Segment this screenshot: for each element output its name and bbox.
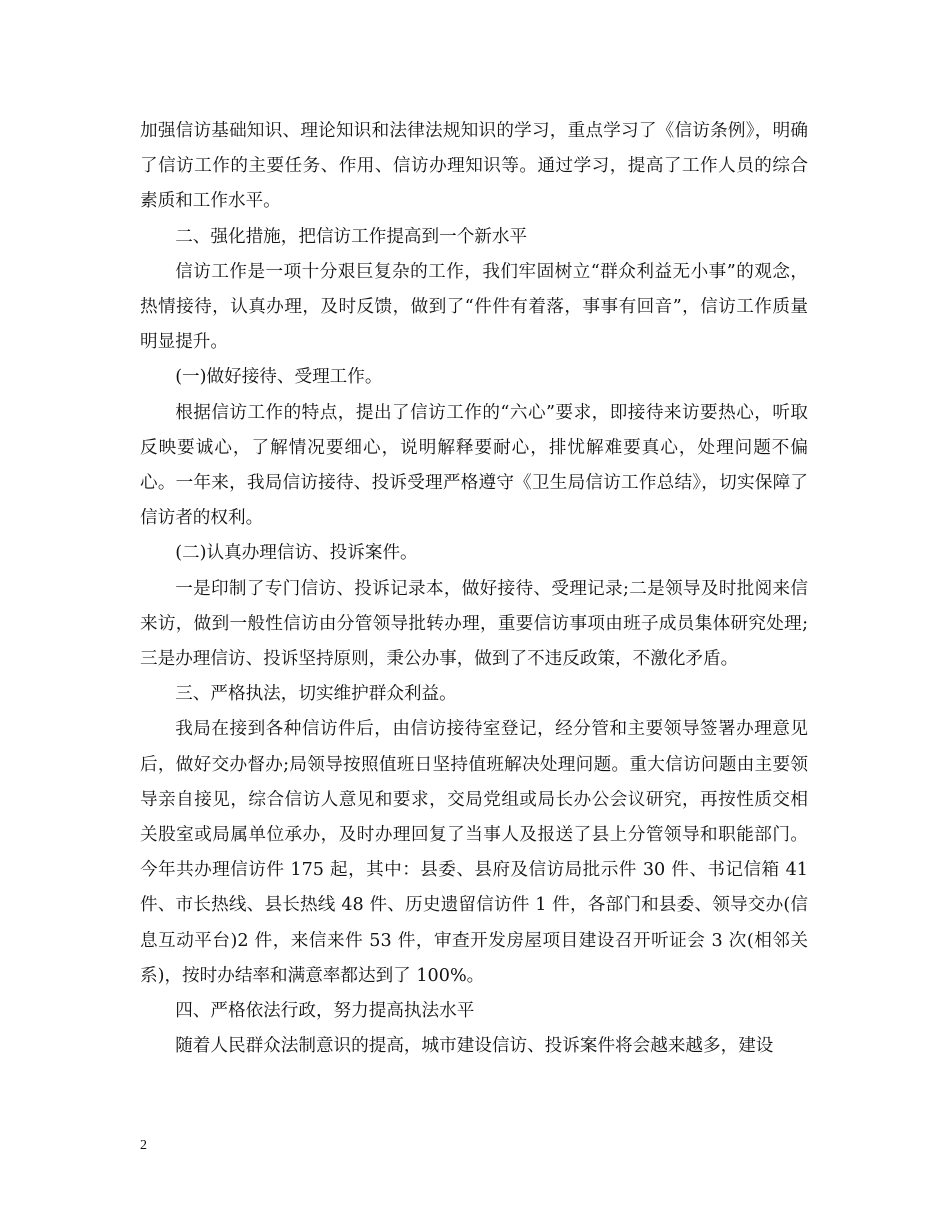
paragraph: 随着人民群众法制意识的提高，城市建设信访、投诉案件将会越来越多，建设 xyxy=(175,1036,774,1057)
subsection-heading: (一)做好接待、受理工作。 xyxy=(175,367,383,388)
body-text xyxy=(140,114,808,1064)
section-heading: 三、严格执法，切实维护群众利益。 xyxy=(175,684,457,705)
paragraph: 信访工作是一项十分艰巨复杂的工作，我们牢固树立“群众利益无小事”的观念，热情接待，认真办理，及时反馈，做到了“件件有着落，事事有回音”，信访工作质量明显提升。 xyxy=(140,261,808,353)
section-heading: 四、严格依法行政，努力提高执法水平 xyxy=(175,1001,475,1022)
paragraph: 一是印制了专门信访、投诉记录本，做好接待、受理记录;二是领导及时批阅来信来访，做到一般性信访由分管领导批转办理，重要信访事项由班子成员集体研究处理;三是办理信访、投诉坚持原则，秉公办事，做到了不违反政策，不激化矛盾。 xyxy=(140,578,808,670)
page-number: 2 xyxy=(140,1138,147,1153)
paragraph: 我局在接到各种信访件后，由信访接待室登记，经分管和主要领导签署办理意见后，做好交办督办;局领导按照值班日坚持值班解决处理问题。重大信访问题由主要领导亲自接见，综合信访人意见和要求，交局党组或局长办公会议研究，再按性质交相关股室或局属单位承办，及时办理回复了当事人及报送了县上分管领导和职能部门。今年共办理信访件 175 起，其中：县委、县府及信访局批示件 30 件、书记信箱 41 件、市长热线、县长热线 48 件、历史遗留信访件 1 件，各部门和县委、领导交办(信息互动平台)2 件，来信来件 53 件，审查开发房屋项目建设召开听证会 3 次(相邻关系)，按时办结率和满意率都达到了 100%。 xyxy=(140,719,808,986)
paragraph: 根据信访工作的特点，提出了信访工作的“六心”要求，即接待来访要热心，听取反映要诚心，了解情况要细心，说明解释要耐心，排忧解难要真心，处理问题不偏心。一年来，我局信访接待、投诉受理严格遵守《卫生局信访工作总结》，切实保障了信访者的权利。 xyxy=(140,402,808,529)
subsection-heading: (二)认真办理信访、投诉案件。 xyxy=(175,543,418,564)
section-heading: 二、强化措施，把信访工作提高到一个新水平 xyxy=(175,226,528,247)
paragraph: 加强信访基础知识、理论知识和法律法规知识的学习，重点学习了《信访条例》，明确了信访工作的主要任务、作用、信访办理知识等。通过学习，提高了工作人员的综合素质和工作水平。 xyxy=(140,121,808,212)
